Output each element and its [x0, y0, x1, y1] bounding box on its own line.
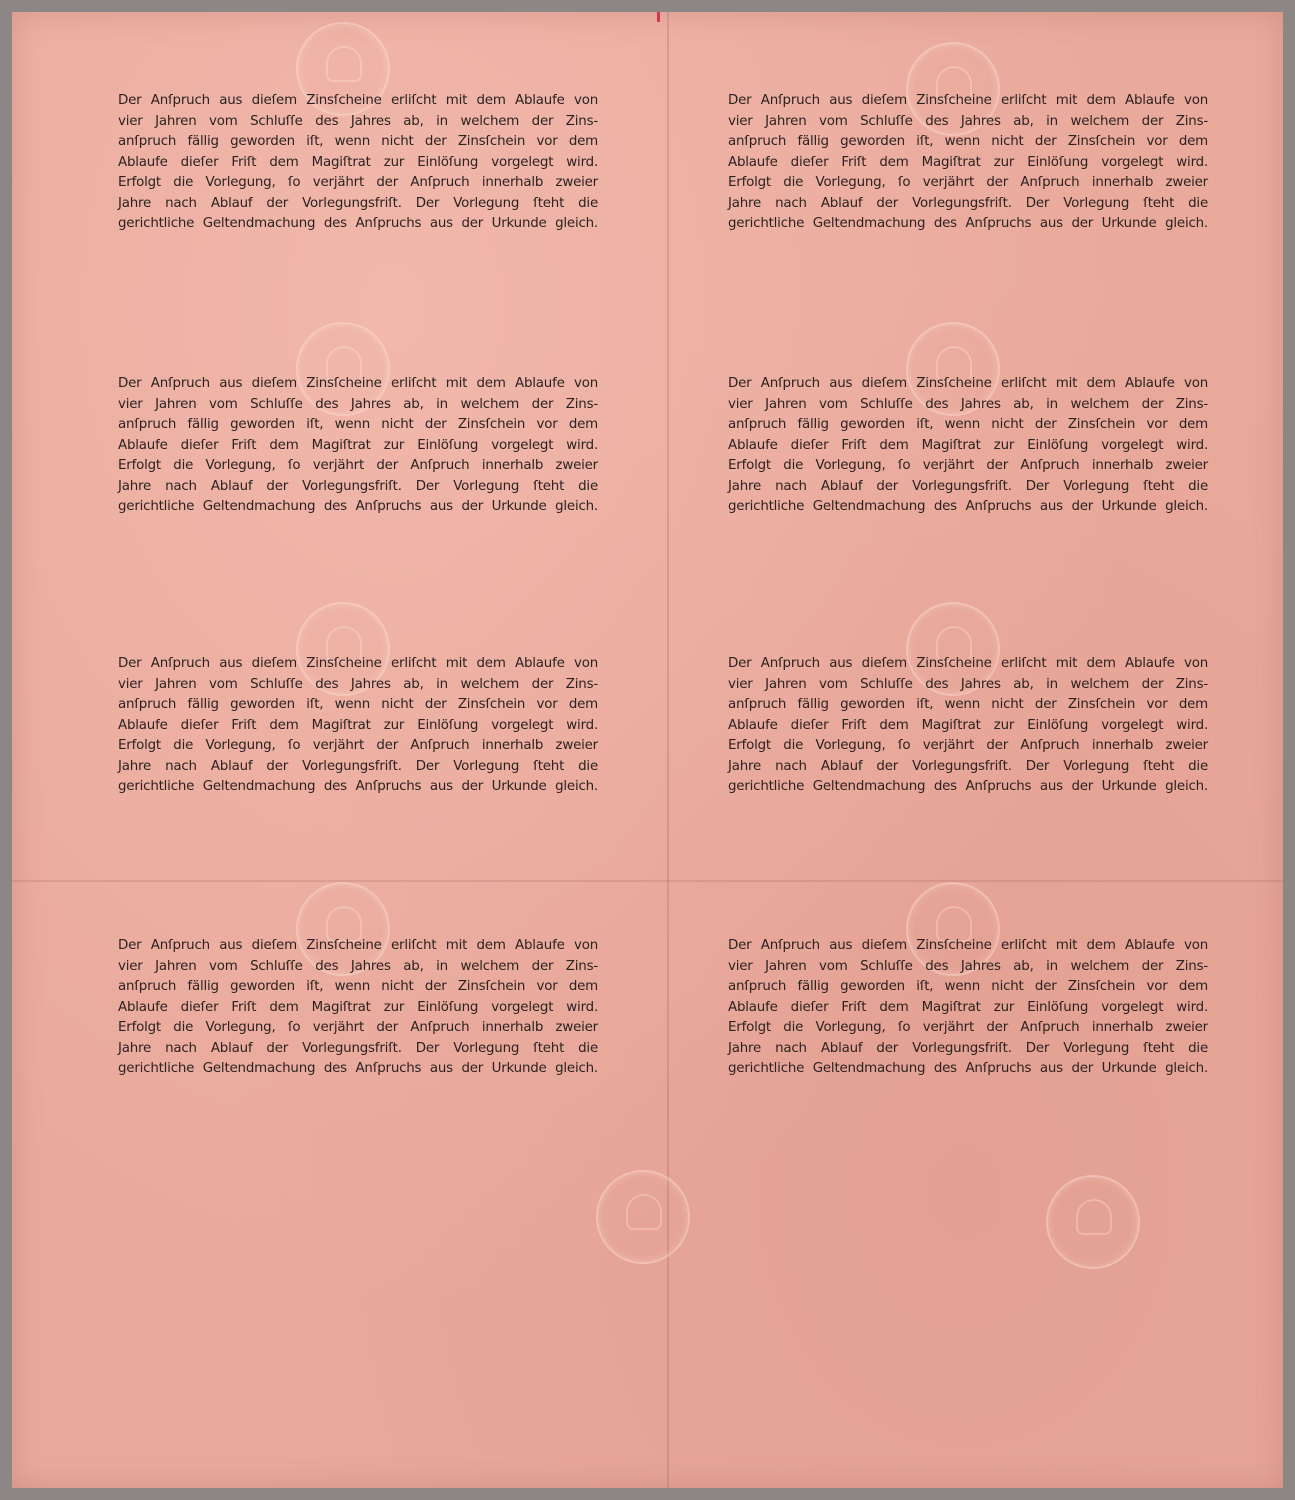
vertical-fold-crease	[667, 12, 669, 1488]
coupon-text-line: anſpruch fällig geworden iſt, wenn nicht der Zinsſchein vor dem	[118, 979, 598, 994]
coupon-text-block	[728, 936, 1208, 1080]
coupon-text-line: Jahre nach Ablauf der Vorlegungsfriſt. Der Vorlegung ſteht die	[728, 758, 1208, 774]
coupon-text-line: Ablaufe dieſer Friſt dem Magiſtrat zur Einlöſung vorgelegt wird.	[118, 154, 598, 170]
coupon-text-line: Der Anſpruch aus dieſem Zinsſcheine erliſcht mit dem Ablaufe von	[118, 376, 598, 391]
coupon-text-line: Der Anſpruch aus dieſem Zinsſcheine erliſcht mit dem Ablaufe von	[728, 656, 1208, 671]
coupon-text-line: Der Anſpruch aus dieſem Zinsſcheine erliſcht mit dem Ablaufe von	[118, 938, 598, 953]
coupon-text-line: gerichtliche Geltendmachung des Anſpruchs aus der Urkunde gleich.	[728, 1061, 1208, 1076]
coupon-text-line: Erfolgt die Vorlegung, ſo verjährt der Anſpruch innerhalb zweier	[118, 738, 598, 753]
coupon-text-line: Ablaufe dieſer Friſt dem Magiſtrat zur Einlöſung vorgelegt wird.	[118, 999, 598, 1015]
coupon-text-block	[118, 654, 598, 798]
coupon-text-line: vier Jahren vom Schluſſe des Jahres ab, in welchem der Zins-	[118, 676, 598, 692]
coupon-text-line: Erfolgt die Vorlegung, ſo verjährt der Anſpruch innerhalb zweier	[728, 738, 1208, 753]
embossed-round-stamp-icon	[1046, 1175, 1140, 1269]
coupon-text-block	[728, 654, 1208, 798]
coupon-text-line: Jahre nach Ablauf der Vorlegungsfriſt. Der Vorlegung ſteht die	[118, 1040, 598, 1056]
coupon-text-line: anſpruch fällig geworden iſt, wenn nicht der Zinsſchein vor dem	[728, 979, 1208, 994]
coupon-text-line: anſpruch fällig geworden iſt, wenn nicht der Zinsſchein vor dem	[118, 134, 598, 149]
coupon-text-line: Erfolgt die Vorlegung, ſo verjährt der Anſpruch innerhalb zweier	[728, 1020, 1208, 1035]
coupon-text-line: Der Anſpruch aus dieſem Zinsſcheine erliſcht mit dem Ablaufe von	[118, 656, 598, 671]
coupon-text-line: gerichtliche Geltendmachung des Anſpruchs aus der Urkunde gleich.	[118, 1061, 598, 1076]
coupon-text-block	[118, 91, 598, 235]
coupon-text-line: Ablaufe dieſer Friſt dem Magiſtrat zur Einlöſung vorgelegt wird.	[728, 154, 1208, 170]
coupon-text-line: Jahre nach Ablauf der Vorlegungsfriſt. Der Vorlegung ſteht die	[728, 1040, 1208, 1056]
coupon-text-line: gerichtliche Geltendmachung des Anſpruchs aus der Urkunde gleich.	[728, 779, 1208, 794]
coupon-text-line: Ablaufe dieſer Friſt dem Magiſtrat zur Einlöſung vorgelegt wird.	[728, 437, 1208, 453]
coupon-text-line: vier Jahren vom Schluſſe des Jahres ab, in welchem der Zins-	[118, 396, 598, 412]
coupon-text-block	[728, 91, 1208, 235]
coupon-text-line: Der Anſpruch aus dieſem Zinsſcheine erliſcht mit dem Ablaufe von	[728, 938, 1208, 953]
coupon-text-line: Jahre nach Ablauf der Vorlegungsfriſt. Der Vorlegung ſteht die	[118, 758, 598, 774]
coupon-text-line: Der Anſpruch aus dieſem Zinsſcheine erliſcht mit dem Ablaufe von	[728, 376, 1208, 391]
coupon-text-line: gerichtliche Geltendmachung des Anſpruchs aus der Urkunde gleich.	[728, 499, 1208, 514]
coupon-text-line: gerichtliche Geltendmachung des Anſpruchs aus der Urkunde gleich.	[118, 216, 598, 231]
coupon-text-line: anſpruch fällig geworden iſt, wenn nicht der Zinsſchein vor dem	[728, 134, 1208, 149]
coupon-text-block	[118, 374, 598, 518]
coupon-text-line: Erfolgt die Vorlegung, ſo verjährt der Anſpruch innerhalb zweier	[728, 175, 1208, 190]
embossed-city-seal-icon	[596, 1170, 690, 1264]
coupon-text-line: gerichtliche Geltendmachung des Anſpruchs aus der Urkunde gleich.	[118, 779, 598, 794]
coupon-text-line: vier Jahren vom Schluſſe des Jahres ab, in welchem der Zins-	[728, 676, 1208, 692]
coupon-text-line: anſpruch fällig geworden iſt, wenn nicht der Zinsſchein vor dem	[728, 417, 1208, 432]
coupon-text-line: Ablaufe dieſer Friſt dem Magiſtrat zur Einlöſung vorgelegt wird.	[728, 717, 1208, 733]
coupon-text-line: vier Jahren vom Schluſſe des Jahres ab, in welchem der Zins-	[728, 958, 1208, 974]
coupon-text-line: Jahre nach Ablauf der Vorlegungsfriſt. Der Vorlegung ſteht die	[118, 195, 598, 211]
coupon-text-line: Jahre nach Ablauf der Vorlegungsfriſt. Der Vorlegung ſteht die	[118, 478, 598, 494]
coupon-text-line: Ablaufe dieſer Friſt dem Magiſtrat zur Einlöſung vorgelegt wird.	[728, 999, 1208, 1015]
red-ink-mark	[657, 12, 660, 22]
coupon-text-line: Erfolgt die Vorlegung, ſo verjährt der Anſpruch innerhalb zweier	[118, 1020, 598, 1035]
coupon-text-line: anſpruch fällig geworden iſt, wenn nicht der Zinsſchein vor dem	[728, 697, 1208, 712]
coupon-text-line: vier Jahren vom Schluſſe des Jahres ab, in welchem der Zins-	[118, 958, 598, 974]
coupon-text-line: Der Anſpruch aus dieſem Zinsſcheine erliſcht mit dem Ablaufe von	[728, 93, 1208, 108]
coupon-text-line: anſpruch fällig geworden iſt, wenn nicht der Zinsſchein vor dem	[118, 697, 598, 712]
coupon-text-line: gerichtliche Geltendmachung des Anſpruchs aus der Urkunde gleich.	[118, 499, 598, 514]
coupon-text-line: vier Jahren vom Schluſſe des Jahres ab, in welchem der Zins-	[118, 113, 598, 129]
coupon-text-line: Erfolgt die Vorlegung, ſo verjährt der Anſpruch innerhalb zweier	[728, 458, 1208, 473]
coupon-text-line: Ablaufe dieſer Friſt dem Magiſtrat zur Einlöſung vorgelegt wird.	[118, 717, 598, 733]
coupon-text-line: Ablaufe dieſer Friſt dem Magiſtrat zur Einlöſung vorgelegt wird.	[118, 437, 598, 453]
coupon-text-line: Jahre nach Ablauf der Vorlegungsfriſt. Der Vorlegung ſteht die	[728, 478, 1208, 494]
coupon-text-block	[728, 374, 1208, 518]
coupon-text-line: vier Jahren vom Schluſſe des Jahres ab, in welchem der Zins-	[728, 113, 1208, 129]
coupon-text-line: Erfolgt die Vorlegung, ſo verjährt der Anſpruch innerhalb zweier	[118, 175, 598, 190]
coupon-text-line: anſpruch fällig geworden iſt, wenn nicht der Zinsſchein vor dem	[118, 417, 598, 432]
horizontal-fold-crease	[12, 880, 1283, 882]
coupon-text-block	[118, 936, 598, 1080]
coupon-sheet	[12, 12, 1283, 1488]
coupon-text-line: gerichtliche Geltendmachung des Anſpruchs aus der Urkunde gleich.	[728, 216, 1208, 231]
coupon-text-line: Jahre nach Ablauf der Vorlegungsfriſt. Der Vorlegung ſteht die	[728, 195, 1208, 211]
coupon-text-line: vier Jahren vom Schluſſe des Jahres ab, in welchem der Zins-	[728, 396, 1208, 412]
coupon-text-line: Der Anſpruch aus dieſem Zinsſcheine erliſcht mit dem Ablaufe von	[118, 93, 598, 108]
coupon-text-line: Erfolgt die Vorlegung, ſo verjährt der Anſpruch innerhalb zweier	[118, 458, 598, 473]
